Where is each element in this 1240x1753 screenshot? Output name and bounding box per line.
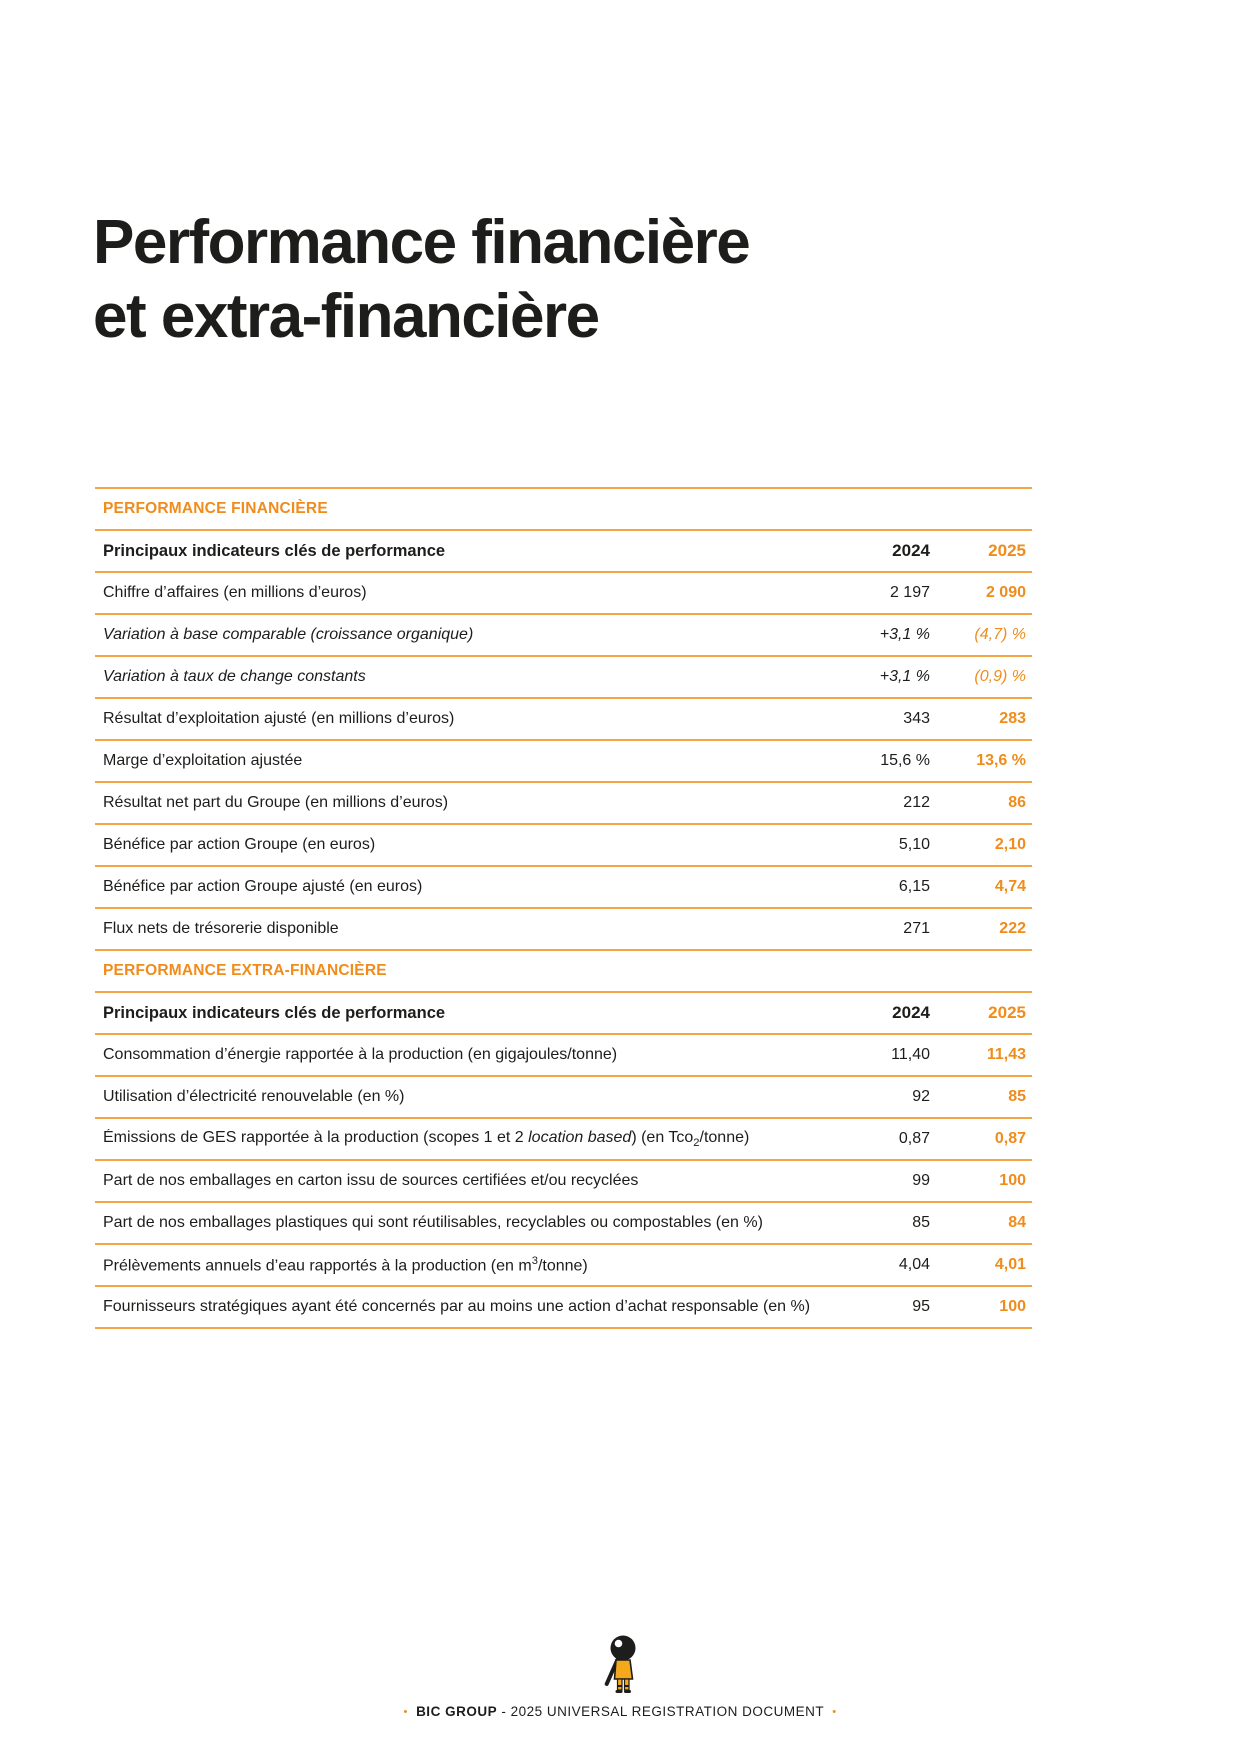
page-title [93,206,749,354]
row-value-2024: 0,87 [898,1130,930,1147]
row-label-part: Variation à base comparable (croissance organique) [103,626,474,643]
table-row [95,783,1032,825]
column-header-row [95,531,1032,573]
row-value-2024: 92 [912,1088,930,1105]
row-value-2025: 222 [999,920,1026,937]
row-label-part: Utilisation d’électricité renouvelable (en %) [103,1088,405,1105]
section-header-row [95,951,1032,993]
table-row [95,657,1032,699]
row-value-2024: +3,1 % [879,626,930,643]
row-value-2024: 85 [912,1214,930,1231]
row-value-2025: (4,7) % [974,626,1026,643]
row-value-2024: 271 [903,920,930,937]
row-label [103,752,818,770]
column-header-2025: 2025 [988,541,1026,560]
column-header-2024: 2024 [892,1003,930,1022]
column-header-2024: 2024 [892,541,930,560]
row-value-2025: (0,9) % [974,668,1026,685]
row-value-2025: 84 [1008,1214,1026,1231]
row-value-2025: 13,6 % [976,752,1026,769]
row-label-part: Part de nos emballages plastiques qui sont réutilisables, recyclables ou compostables (en %) [103,1214,763,1231]
row-label [103,920,818,938]
table-row [95,825,1032,867]
row-label-part: Marge d’exploitation ajustée [103,752,303,769]
row-label-part: Prélèvements annuels d’eau rapportés à la production (en m [103,1257,532,1275]
row-label [103,626,818,644]
section-header-label: PERFORMANCE EXTRA-FINANCIÈRE [103,962,387,979]
row-label [103,710,818,728]
footer-brand: BIC GROUP [416,1704,498,1719]
row-label-part: 2 [693,1137,700,1150]
row-value-2024: 4,04 [898,1256,930,1273]
footer-bullet-left: • [403,1706,408,1718]
table-row [95,573,1032,615]
section-header-label: PERFORMANCE FINANCIÈRE [103,500,328,517]
row-value-2025: 4,74 [994,878,1026,895]
table-row [95,699,1032,741]
row-label [103,1214,818,1232]
page-footer [0,1635,1240,1719]
page-title-line-2: et extra-financière [93,282,599,351]
row-value-2025: 85 [1008,1088,1026,1105]
row-value-2024: 15,6 % [880,752,930,769]
row-label [103,1255,818,1275]
row-value-2025: 0,87 [994,1130,1026,1147]
table-row [95,867,1032,909]
row-value-2024: 212 [903,794,930,811]
row-value-2024: +3,1 % [879,668,930,685]
row-label-part: Consommation d’énergie rapportée à la production (en gigajoules/tonne) [103,1046,618,1063]
row-value-2025: 100 [999,1298,1026,1315]
row-label [103,1129,818,1149]
row-label-part: ) (en Tco [631,1128,694,1146]
bic-mascot-logo [600,1635,640,1699]
row-value-2024: 11,40 [891,1046,930,1063]
row-label-part: Bénéfice par action Groupe ajusté (en euros) [103,878,423,895]
row-value-2025: 100 [999,1172,1026,1189]
row-label-part: Flux nets de trésorerie disponible [103,920,339,937]
table-row [95,1203,1032,1245]
table-row [95,1161,1032,1203]
table-row [95,1287,1032,1329]
row-label-part: location based [528,1128,632,1146]
row-label [103,836,818,854]
row-label-part: /tonne) [537,1257,588,1275]
footer-separator: - [501,1704,507,1719]
row-value-2025: 2,10 [994,836,1026,853]
row-value-2025: 283 [999,710,1026,727]
row-label [103,1172,818,1190]
row-value-2025: 2 090 [985,584,1026,601]
row-label-part: Résultat d’exploitation ajusté (en millions d’euros) [103,710,455,727]
row-value-2024: 2 197 [889,584,930,601]
footer-doc-title: 2025 UNIVERSAL REGISTRATION DOCUMENT [510,1704,824,1719]
row-label [103,584,818,602]
row-label [103,1046,818,1064]
footer-text [0,1704,1240,1719]
row-value-2024: 6,15 [898,878,930,895]
row-label [103,794,818,812]
table-row [95,1119,1032,1161]
table-row [95,1035,1032,1077]
row-label-part: Bénéfice par action Groupe (en euros) [103,836,376,853]
table-row [95,741,1032,783]
row-label-part: /tonne) [699,1128,750,1146]
row-label [103,668,818,686]
row-label [103,1088,818,1106]
page-title-line-1: Performance financière [93,208,750,277]
table-row [95,909,1032,951]
row-value-2024: 99 [912,1172,930,1189]
row-value-2024: 95 [912,1298,930,1315]
section-header-row [95,489,1032,531]
row-value-2025: 11,43 [986,1046,1026,1063]
row-label-part: 3 [531,1254,538,1267]
table-row [95,615,1032,657]
column-header-label: Principaux indicateurs clés de performance [103,1003,446,1022]
row-label-part: Chiffre d’affaires (en millions d’euros) [103,584,367,601]
row-value-2025: 86 [1008,794,1026,811]
row-label-part: Résultat net part du Groupe (en millions d’euros) [103,794,449,811]
kpi-table [95,487,1032,1329]
column-header-label: Principaux indicateurs clés de performance [103,541,446,560]
row-label-part: Part de nos emballages en carton issu de sources certifiées et/ou recyclées [103,1172,639,1189]
row-label [103,878,818,896]
table-row [95,1245,1032,1287]
column-header-row [95,993,1032,1035]
row-label [103,1298,818,1316]
column-header-2025: 2025 [988,1003,1026,1022]
row-label-part: Fournisseurs stratégiques ayant été concernés par au moins une action d’achat responsable (en %) [103,1298,811,1315]
footer-bullet-right: • [832,1706,837,1718]
row-value-2025: 4,01 [994,1256,1026,1273]
table-row [95,1077,1032,1119]
row-label-part: Variation à taux de change constants [103,668,366,685]
row-value-2024: 5,10 [898,836,930,853]
row-label-part: Émissions de GES rapportée à la production (scopes 1 et 2 [103,1128,529,1146]
row-value-2024: 343 [903,710,930,727]
